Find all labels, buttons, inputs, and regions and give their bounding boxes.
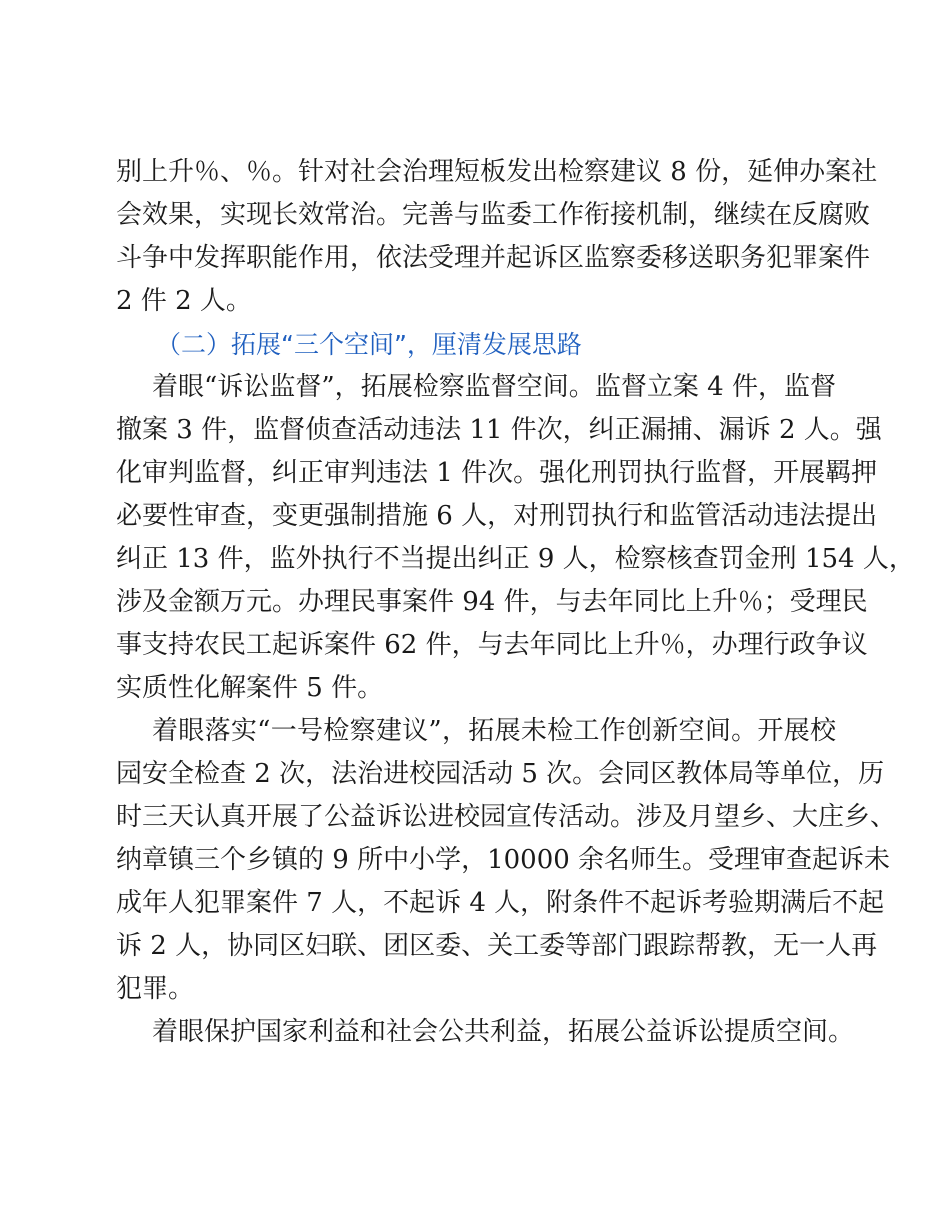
text-line: 纳章镇三个乡镇的 9 所中小学，10000 余名师生。受理审查起诉未 xyxy=(116,845,891,875)
text-line: 实质性化解案件 5 件。 xyxy=(116,673,384,703)
text-line: 必要性审查，变更强制措施 6 人，对刑罚执行和监管活动违法提出 xyxy=(116,501,878,531)
text-line: 着眼“诉讼监督”，拓展检察监督空间。监督立案 4 件，监督 xyxy=(152,372,836,402)
section-heading: （二）拓展“三个空间”，厘清发展思路 xyxy=(156,330,582,359)
text-line: 会效果，实现长效常治。完善与监委工作衔接机制，继续在反腐败 xyxy=(116,200,871,230)
text-line: 斗争中发挥职能作用，依法受理并起诉区监察委移送职务犯罪案件 xyxy=(116,243,871,273)
paragraph-1 xyxy=(116,151,878,323)
text-line: 园安全检查 2 次，法治进校园活动 5 次。会同区教体局等单位，历 xyxy=(116,759,885,789)
text-line: 事支持农民工起诉案件 62 件，与去年同比上升％，办理行政争议 xyxy=(116,630,868,660)
text-line: 着眼保护国家利益和社会公共利益，拓展公益诉讼提质空间。 xyxy=(152,1017,855,1047)
text-line: 诉 2 人，协同区妇联、团区委、关工委等部门跟踪帮教，无一人再 xyxy=(116,931,878,961)
text-line: 纠正 13 件，监外执行不当提出纠正 9 人，检察核查罚金刑 154 人， xyxy=(116,544,915,574)
text-line: 化审判监督，纠正审判违法 1 件次。强化刑罚执行监督，开展羁押 xyxy=(116,458,878,488)
text-line: 时三天认真开展了公益诉讼进校园宣传活动。涉及月望乡、大庄乡、 xyxy=(116,802,897,832)
text-line: 成年人犯罪案件 7 人，不起诉 4 人，附条件不起诉考验期满后不起 xyxy=(116,888,885,918)
text-line: 涉及金额万元。办理民事案件 94 件，与去年同比上升％；受理民 xyxy=(116,587,868,617)
text-line: 犯罪。 xyxy=(116,974,195,1004)
paragraph-4 xyxy=(116,1011,855,1054)
paragraph-2 xyxy=(116,366,915,710)
paragraph-3 xyxy=(116,710,897,1011)
text-line: 别上升％、％。针对社会治理短板发出检察建议 8 份，延伸办案社 xyxy=(116,157,878,187)
text-line: 着眼落实“一号检察建议”，拓展未检工作创新空间。开展校 xyxy=(152,716,836,746)
document-body xyxy=(116,151,915,1054)
text-line: 2 件 2 人。 xyxy=(116,286,252,316)
text-line: 撤案 3 件，监督侦查活动违法 11 件次，纠正漏捕、漏诉 2 人。强 xyxy=(116,415,882,445)
